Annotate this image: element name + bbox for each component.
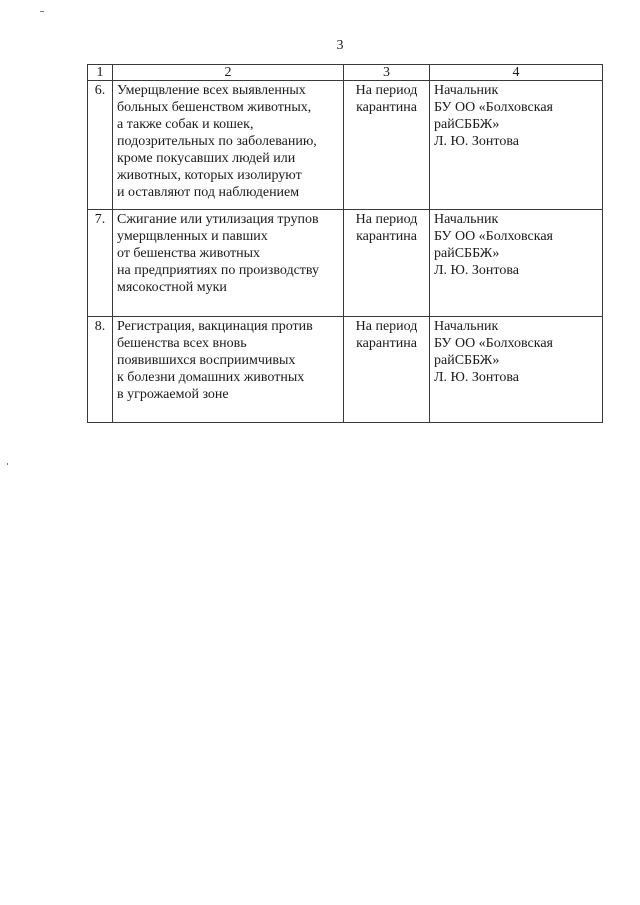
action-line: животных, которых изолируют bbox=[117, 168, 302, 183]
action-line: больных бешенством животных, bbox=[117, 100, 312, 115]
action-line: и оставляют под наблюдением bbox=[117, 185, 300, 200]
action-line: Регистрация, вакцинация против bbox=[117, 319, 313, 334]
action-line: мясокостной муки bbox=[117, 280, 227, 295]
period-line: карантина bbox=[356, 229, 417, 244]
action-line: кроме покусавших людей или bbox=[117, 151, 296, 166]
period-cell bbox=[344, 210, 430, 317]
action-line: к болезни домашних животных bbox=[117, 370, 305, 385]
action-line: а также собак и кошек, bbox=[117, 117, 254, 132]
column-header-action: 2 bbox=[113, 65, 344, 81]
action-line: Сжигание или утилизация трупов bbox=[117, 212, 319, 227]
row-number: 8. bbox=[88, 317, 113, 423]
column-header-responsible: 4 bbox=[430, 65, 603, 81]
measures-table bbox=[87, 64, 603, 423]
row-number: 6. bbox=[88, 81, 113, 210]
responsible-line: Л. Ю. Зонтова bbox=[434, 134, 519, 149]
responsible-line: Начальник bbox=[434, 319, 499, 334]
action-line: подозрительных по заболеванию, bbox=[117, 134, 317, 149]
period-cell bbox=[344, 317, 430, 423]
table-header-row bbox=[88, 65, 603, 81]
action-line: на предприятиях по производству bbox=[117, 263, 320, 278]
responsible-line: Л. Ю. Зонтова bbox=[434, 370, 519, 385]
responsible-line: Начальник bbox=[434, 83, 499, 98]
period-cell bbox=[344, 81, 430, 210]
period-line: карантина bbox=[356, 100, 417, 115]
scan-speck bbox=[7, 463, 8, 465]
table-row bbox=[88, 317, 603, 423]
action-line: бешенства всех вновь bbox=[117, 336, 247, 351]
responsible-line: райСББЖ» bbox=[434, 246, 500, 261]
action-line: Умерщвление всех выявленных bbox=[117, 83, 306, 98]
responsible-line: Л. Ю. Зонтова bbox=[434, 263, 519, 278]
action-line: умерщвленных и павших bbox=[117, 229, 268, 244]
period-line: На период bbox=[355, 319, 418, 334]
period-line: На период bbox=[355, 212, 418, 227]
action-cell bbox=[113, 81, 344, 210]
responsible-line: БУ ОО «Болховская bbox=[434, 100, 553, 115]
responsible-cell bbox=[430, 81, 603, 210]
page-number: 3 bbox=[336, 38, 344, 53]
responsible-line: Начальник bbox=[434, 212, 499, 227]
responsible-line: БУ ОО «Болховская bbox=[434, 229, 553, 244]
period-line: На период bbox=[355, 83, 418, 98]
action-cell bbox=[113, 317, 344, 423]
action-line: в угрожаемой зоне bbox=[117, 387, 229, 402]
row-number: 7. bbox=[88, 210, 113, 317]
action-cell bbox=[113, 210, 344, 317]
responsible-cell bbox=[430, 317, 603, 423]
column-header-number: 1 bbox=[88, 65, 113, 81]
table-row bbox=[88, 81, 603, 210]
action-line: от бешенства животных bbox=[117, 246, 261, 261]
responsible-line: райСББЖ» bbox=[434, 353, 500, 368]
responsible-line: БУ ОО «Болховская bbox=[434, 336, 553, 351]
column-header-period: 3 bbox=[344, 65, 430, 81]
scan-speck bbox=[40, 11, 44, 12]
responsible-cell bbox=[430, 210, 603, 317]
period-line: карантина bbox=[356, 336, 417, 351]
action-line: появившихся восприимчивых bbox=[117, 353, 296, 368]
responsible-line: райСББЖ» bbox=[434, 117, 500, 132]
table-row bbox=[88, 210, 603, 317]
